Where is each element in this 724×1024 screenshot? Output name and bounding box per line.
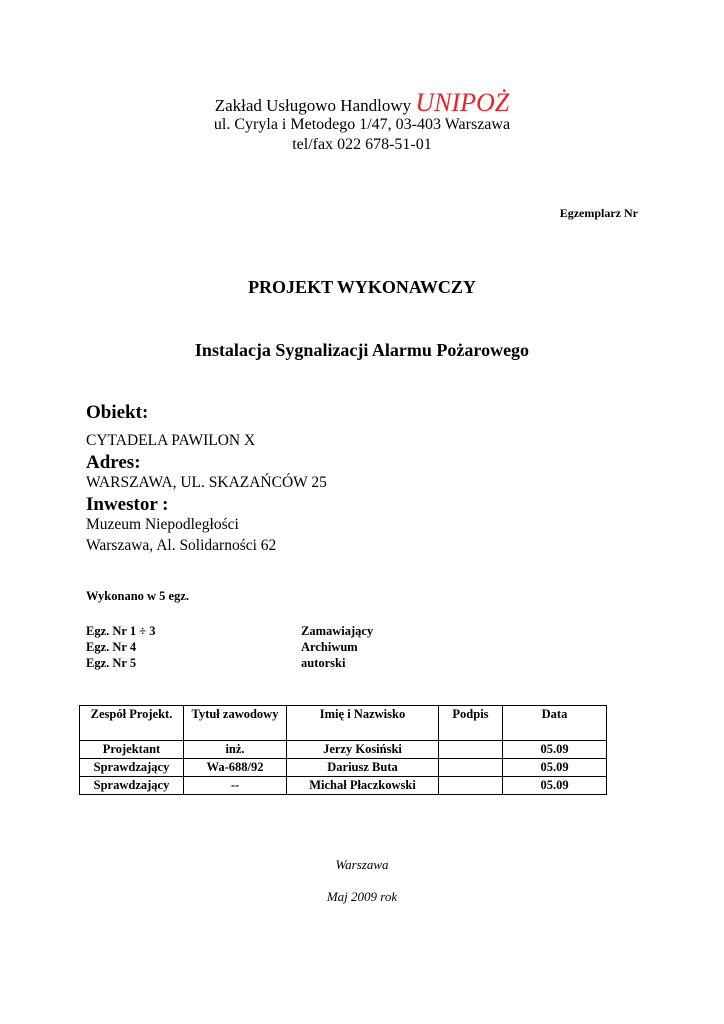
table-cell: Sprawdzający xyxy=(80,759,184,777)
table-cell xyxy=(439,741,503,759)
table-cell: Jerzy Kosiński xyxy=(287,741,439,759)
table-cell: Michał Płaczkowski xyxy=(287,777,439,795)
table-cell xyxy=(439,777,503,795)
table-cell: Sprawdzający xyxy=(80,777,184,795)
table-cell: inż. xyxy=(184,741,287,759)
table-cell: Dariusz Buta xyxy=(287,759,439,777)
address-value: WARSZAWA, UL. SKAZAŃCÓW 25 xyxy=(86,474,327,491)
copy-item-recipient: Zamawiający xyxy=(301,624,374,638)
table-cell: 05.09 xyxy=(503,759,607,777)
signature-table xyxy=(79,705,607,795)
footer-city: Warszawa xyxy=(335,857,389,872)
table-cell: 05.09 xyxy=(503,777,607,795)
table-header-cell: Tytuł zawodowy xyxy=(184,706,287,741)
table-header-cell: Data xyxy=(503,706,607,741)
document-title: PROJEKT WYKONAWCZY xyxy=(248,277,476,297)
copy-number: Egzemplarz Nr xyxy=(559,206,638,220)
copy-item-number: Egz. Nr 5 xyxy=(86,656,137,670)
company-brand: UNIPOŻ xyxy=(415,88,510,117)
object-value: CYTADELA PAWILON X xyxy=(86,432,256,449)
document-subtitle: Instalacja Sygnalizacji Alarmu Pożarowego xyxy=(194,340,530,360)
table-row xyxy=(80,759,607,777)
copy-item-number: Egz. Nr 1 ÷ 3 xyxy=(86,624,156,638)
copy-item-number: Egz. Nr 4 xyxy=(86,640,137,654)
company-line xyxy=(0,88,724,118)
copy-item-recipient: Archiwum xyxy=(301,640,358,654)
table-header-cell: Zespół Projekt. xyxy=(80,706,184,741)
table-header-cell: Imię i Nazwisko xyxy=(287,706,439,741)
object-label: Obiekt: xyxy=(86,402,149,423)
copy-item-recipient: autorski xyxy=(301,656,346,670)
table-cell: Wa-688/92 xyxy=(184,759,287,777)
investor-label: Inwestor : xyxy=(86,494,169,515)
table-cell: Projektant xyxy=(80,741,184,759)
company-telfax: tel/fax 022 678-51-01 xyxy=(292,136,432,153)
table-row xyxy=(80,777,607,795)
table-row xyxy=(80,741,607,759)
table-header-row xyxy=(80,706,607,741)
investor-line1: Muzeum Niepodległości xyxy=(86,516,239,533)
copies-made: Wykonano w 5 egz. xyxy=(86,589,190,603)
table-cell xyxy=(439,759,503,777)
table-header-cell: Podpis xyxy=(439,706,503,741)
investor-line2: Warszawa, Al. Solidarności 62 xyxy=(86,537,277,554)
company-address: ul. Cyryla i Metodego 1/47, 03-403 Warszawa xyxy=(213,116,511,133)
table-cell: -- xyxy=(184,777,287,795)
table-cell: 05.09 xyxy=(503,741,607,759)
address-label: Adres: xyxy=(86,452,141,473)
company-prefix: Zakład Usługowo Handlowy xyxy=(214,96,412,115)
footer-date: Maj 2009 rok xyxy=(326,889,398,904)
